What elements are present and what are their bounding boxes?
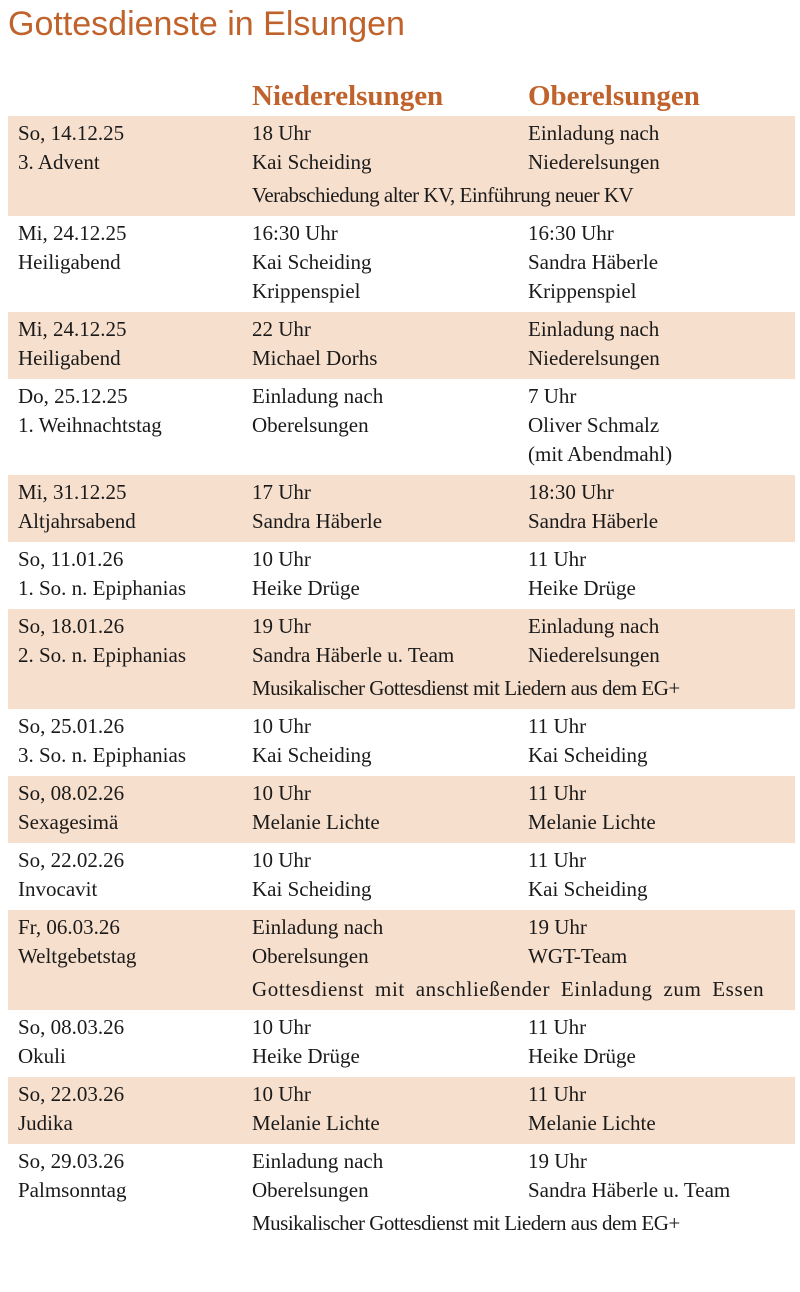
oberelsungen-cell: 11 Uhr Melanie Lichte	[528, 781, 656, 834]
oberelsungen-cell: 11 Uhr Kai Scheiding	[528, 714, 648, 767]
row-note: Musikalischer Gottesdienst mit Liedern aus dem EG+	[252, 676, 680, 700]
oberelsungen-cell: 16:30 Uhr Sandra Häberle Krippenspiel	[528, 221, 659, 303]
table-row	[8, 1010, 795, 1077]
table-row	[8, 843, 795, 910]
date-cell: Mi, 24.12.25 Heiligabend	[18, 221, 127, 274]
niederelsungen-cell: Einladung nach Oberelsungen	[252, 915, 384, 968]
date-cell: Fr, 06.03.26 Weltgebetstag	[18, 915, 137, 968]
date-cell: So, 22.03.26 Judika	[18, 1082, 125, 1135]
table-row	[8, 216, 795, 312]
oberelsungen-cell: 7 Uhr Oliver Schmalz (mit Abendmahl)	[528, 384, 673, 466]
row-note: Verabschiedung alter KV, Einführung neuer KV	[252, 183, 634, 207]
table-row	[8, 542, 795, 609]
table-row	[8, 609, 795, 709]
table-row	[8, 312, 795, 379]
niederelsungen-cell: 18 Uhr Kai Scheiding	[252, 121, 372, 174]
niederelsungen-cell: 10 Uhr Melanie Lichte	[252, 781, 380, 834]
table-row	[8, 1077, 795, 1144]
niederelsungen-cell: 17 Uhr Sandra Häberle	[252, 480, 383, 533]
table-row	[8, 910, 795, 1010]
oberelsungen-cell: 11 Uhr Kai Scheiding	[528, 848, 648, 901]
date-cell: So, 14.12.25 3. Advent	[18, 121, 125, 174]
niederelsungen-cell: 22 Uhr Michael Dorhs	[252, 317, 378, 370]
oberelsungen-cell: 19 Uhr WGT-Team	[528, 915, 628, 968]
service-schedule-table	[8, 116, 795, 1244]
date-cell: Mi, 24.12.25 Heiligabend	[18, 317, 127, 370]
oberelsungen-cell: Einladung nach Niederelsungen	[528, 317, 660, 370]
oberelsungen-cell: 11 Uhr Melanie Lichte	[528, 1082, 656, 1135]
date-cell: Do, 25.12.25 1. Weihnachtstag	[18, 384, 162, 437]
column-header-oberelsungen: Oberelsungen	[528, 80, 700, 112]
oberelsungen-cell: 11 Uhr Heike Drüge	[528, 547, 636, 600]
oberelsungen-cell: Einladung nach Niederelsungen	[528, 614, 660, 667]
row-note: Musikalischer Gottesdienst mit Liedern aus dem EG+	[252, 1211, 680, 1235]
column-header-niederelsungen: Niederelsungen	[252, 80, 444, 112]
niederelsungen-cell: Einladung nach Oberelsungen	[252, 384, 384, 437]
niederelsungen-cell: 10 Uhr Kai Scheiding	[252, 714, 372, 767]
date-cell: So, 08.03.26 Okuli	[18, 1015, 125, 1068]
date-cell: So, 29.03.26 Palmsonntag	[18, 1149, 127, 1202]
date-cell: So, 08.02.26 Sexagesimä	[18, 781, 125, 834]
table-row	[8, 116, 795, 216]
niederelsungen-cell: 19 Uhr Sandra Häberle u. Team	[252, 614, 455, 667]
niederelsungen-cell: Einladung nach Oberelsungen	[252, 1149, 384, 1202]
date-cell: So, 25.01.26 3. So. n. Epiphanias	[18, 714, 186, 767]
table-row	[8, 475, 795, 542]
niederelsungen-cell: 10 Uhr Heike Drüge	[252, 1015, 360, 1068]
niederelsungen-cell: 10 Uhr Kai Scheiding	[252, 848, 372, 901]
date-cell: Mi, 31.12.25 Altjahrsabend	[18, 480, 136, 533]
date-cell: So, 11.01.26 1. So. n. Epiphanias	[18, 547, 186, 600]
oberelsungen-cell: 11 Uhr Heike Drüge	[528, 1015, 636, 1068]
table-row	[8, 379, 795, 475]
niederelsungen-cell: 10 Uhr Heike Drüge	[252, 547, 360, 600]
table-row	[8, 1144, 795, 1244]
date-cell: So, 22.02.26 Invocavit	[18, 848, 125, 901]
page-title: Gottesdienste in Elsungen	[8, 5, 405, 43]
table-row	[8, 709, 795, 776]
oberelsungen-cell: Einladung nach Niederelsungen	[528, 121, 660, 174]
niederelsungen-cell: 10 Uhr Melanie Lichte	[252, 1082, 380, 1135]
table-row	[8, 776, 795, 843]
niederelsungen-cell: 16:30 Uhr Kai Scheiding Krippenspiel	[252, 221, 372, 303]
date-cell: So, 18.01.26 2. So. n. Epiphanias	[18, 614, 186, 667]
oberelsungen-cell: 18:30 Uhr Sandra Häberle	[528, 480, 659, 533]
row-note: Gottesdienst mit anschließender Einladung zum Essen	[252, 977, 765, 1001]
oberelsungen-cell: 19 Uhr Sandra Häberle u. Team	[528, 1149, 731, 1202]
